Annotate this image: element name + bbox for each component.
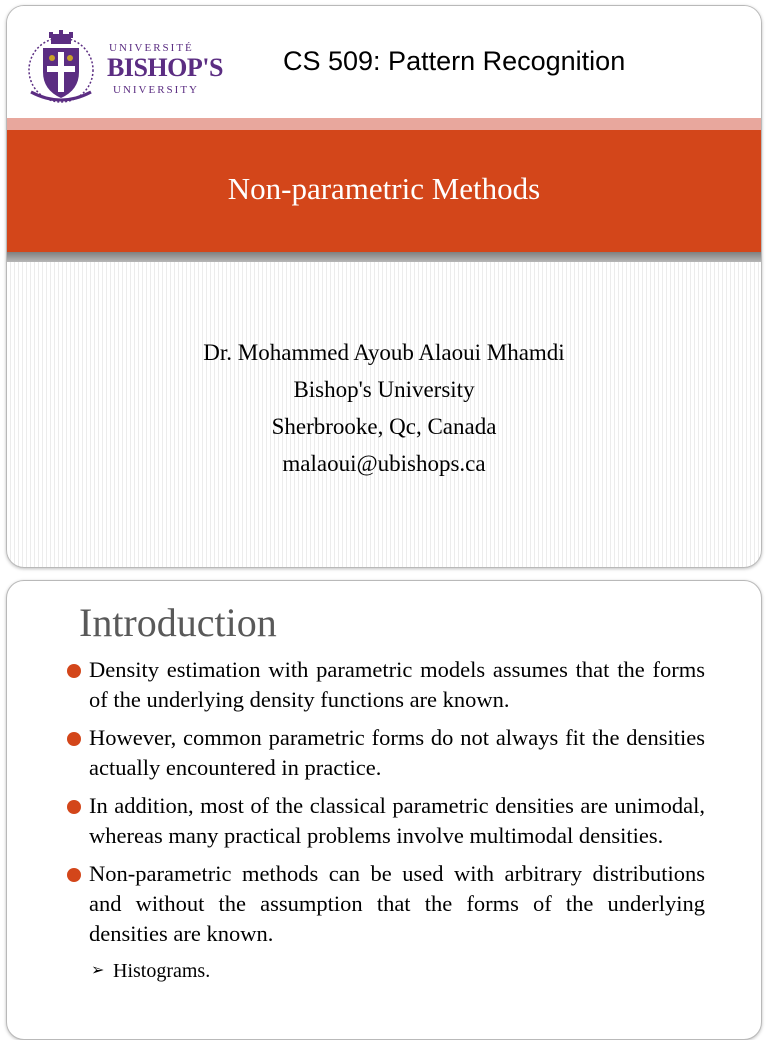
bullet-dot-icon — [67, 664, 81, 678]
bullet-list — [65, 655, 705, 985]
sub-bullet-text: Histograms. — [113, 960, 211, 982]
author-institution: Bishop's University — [293, 377, 475, 402]
author-email: malaoui@ubishops.ca — [282, 451, 486, 476]
author-block — [7, 334, 761, 482]
title-slide — [6, 5, 762, 568]
arrow-bullet-icon: ➢ — [91, 962, 105, 979]
slide-title: Non-parametric Methods — [227, 171, 541, 206]
logo-text-bishops: BISHOP'S — [107, 53, 223, 82]
bullet-item — [65, 723, 705, 783]
author-name: Dr. Mohammed Ayoub Alaoui Mhamdi — [203, 340, 565, 365]
logo-text-universite: UNIVERSITÉ — [109, 42, 194, 54]
course-title: CS 509: Pattern Recognition — [283, 46, 626, 76]
sub-bullet-item — [65, 957, 705, 985]
bullet-item — [65, 791, 705, 851]
bullet-item — [65, 859, 705, 949]
bullet-dot-icon — [67, 868, 81, 882]
crest-icon — [21, 28, 101, 108]
bullet-text: Non-parametric methods can be used with arbitrary distributions and without the assumption that the forms of the underlying densities are known. — [89, 861, 705, 946]
introduction-slide — [6, 580, 762, 1040]
logo-text-university: UNIVERSITY — [113, 84, 199, 96]
university-logo — [21, 28, 223, 108]
bullet-text: In addition, most of the classical parametric densities are unimodal, whereas many practical problems involve multimodal densities. — [89, 793, 705, 848]
bullet-text: However, common parametric forms do not always fit the densities actually encountered in practice. — [89, 725, 705, 780]
banner-shadow — [7, 252, 761, 262]
accent-band — [7, 118, 761, 130]
author-location: Sherbrooke, Qc, Canada — [271, 414, 497, 439]
slide-heading: Introduction — [79, 600, 277, 645]
bullet-dot-icon — [67, 732, 81, 746]
bullet-text: Density estimation with parametric models assumes that the forms of the underlying density functions are known. — [89, 657, 705, 712]
bullet-item — [65, 655, 705, 715]
bullet-dot-icon — [67, 800, 81, 814]
